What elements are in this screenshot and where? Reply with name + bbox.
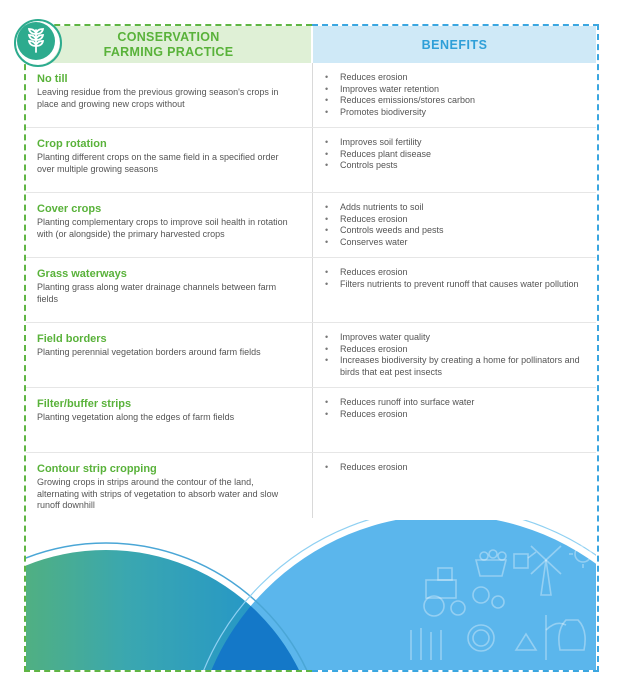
table-row bbox=[26, 128, 596, 192]
benefit-item: • Filters nutrients to prevent runoff that causes water pollution bbox=[323, 279, 583, 291]
benefit-item: • Controls weeds and pests bbox=[323, 225, 583, 237]
benefits-list bbox=[323, 137, 583, 172]
header-benefits: BENEFITS bbox=[313, 26, 596, 63]
practice-description: Planting perennial vegetation borders around farm fields bbox=[37, 347, 261, 357]
logo-badge bbox=[12, 17, 60, 65]
benefit-item: • Increases biodiversity by creating a home for pollinators and birds that eat pest insects bbox=[323, 355, 583, 378]
frame-border-bottom-right bbox=[312, 670, 599, 672]
sprout-icon bbox=[17, 22, 55, 60]
table-row bbox=[26, 323, 596, 387]
frame-border-right bbox=[597, 24, 599, 672]
practice-title: Contour strip cropping bbox=[37, 463, 157, 475]
practice-title: Grass waterways bbox=[37, 268, 127, 280]
practice-cell bbox=[37, 463, 297, 512]
table-row bbox=[26, 388, 596, 452]
practice-title: Filter/buffer strips bbox=[37, 398, 132, 410]
benefit-item: • Improves water retention bbox=[323, 84, 583, 96]
benefit-item: • Reduces erosion bbox=[323, 462, 583, 474]
table-row bbox=[26, 453, 596, 519]
practice-cell bbox=[37, 398, 297, 424]
practice-description: Planting different crops on the same field in a specified order over multiple growing seasons bbox=[37, 152, 279, 174]
practice-title: No till bbox=[37, 73, 68, 85]
frame-border-bottom-left bbox=[24, 670, 312, 672]
benefits-list bbox=[323, 267, 583, 290]
benefit-item: • Reduces erosion bbox=[323, 214, 583, 226]
practice-description: Planting vegetation along the edges of farm fields bbox=[37, 412, 235, 422]
practice-description: Planting complementary crops to improve soil health in rotation with (or alongside) the primary harvested crops bbox=[37, 217, 288, 239]
benefits-list bbox=[323, 332, 583, 378]
benefit-item: • Promotes biodiversity bbox=[323, 107, 583, 119]
practice-description: Leaving residue from the previous growing season's crops in place and growing new crops without bbox=[37, 87, 279, 109]
header-practice-line2: FARMING PRACTICE bbox=[103, 44, 234, 59]
benefit-item: • Reduces emissions/stores carbon bbox=[323, 95, 583, 107]
table-row bbox=[26, 63, 596, 127]
practice-cell bbox=[37, 73, 297, 110]
practice-title: Crop rotation bbox=[37, 138, 107, 150]
decorative-illustration bbox=[26, 520, 596, 670]
table-row bbox=[26, 258, 596, 322]
benefit-item: • Improves water quality bbox=[323, 332, 583, 344]
practice-cell bbox=[37, 203, 297, 240]
benefit-item: • Conserves water bbox=[323, 237, 583, 249]
practice-description: Growing crops in strips around the contour of the land, alternating with strips of vegetation to absorb water and slow runoff downhill bbox=[37, 477, 279, 510]
benefit-item: • Improves soil fertility bbox=[323, 137, 583, 149]
benefit-item: • Controls pests bbox=[323, 160, 583, 172]
practice-cell bbox=[37, 138, 297, 175]
practice-title: Cover crops bbox=[37, 203, 102, 215]
benefits-list bbox=[323, 72, 583, 118]
benefit-item: • Reduces erosion bbox=[323, 72, 583, 84]
header-practice bbox=[26, 26, 311, 63]
benefit-item: • Reduces plant disease bbox=[323, 149, 583, 161]
table-row bbox=[26, 193, 596, 257]
benefit-item: • Reduces erosion bbox=[323, 344, 583, 356]
benefit-item: • Reduces runoff into surface water bbox=[323, 397, 583, 409]
benefits-list bbox=[323, 397, 583, 420]
benefit-item: • Reduces erosion bbox=[323, 267, 583, 279]
practice-cell bbox=[37, 333, 297, 359]
practice-description: Planting grass along water drainage channels between farm fields bbox=[37, 282, 277, 304]
benefit-item: • Adds nutrients to soil bbox=[323, 202, 583, 214]
benefit-item: • Reduces erosion bbox=[323, 409, 583, 421]
benefits-list bbox=[323, 202, 583, 248]
benefits-list bbox=[323, 462, 583, 474]
practice-cell bbox=[37, 268, 297, 305]
header-practice-line1: CONSERVATION bbox=[117, 29, 220, 44]
practice-title: Field borders bbox=[37, 333, 107, 345]
